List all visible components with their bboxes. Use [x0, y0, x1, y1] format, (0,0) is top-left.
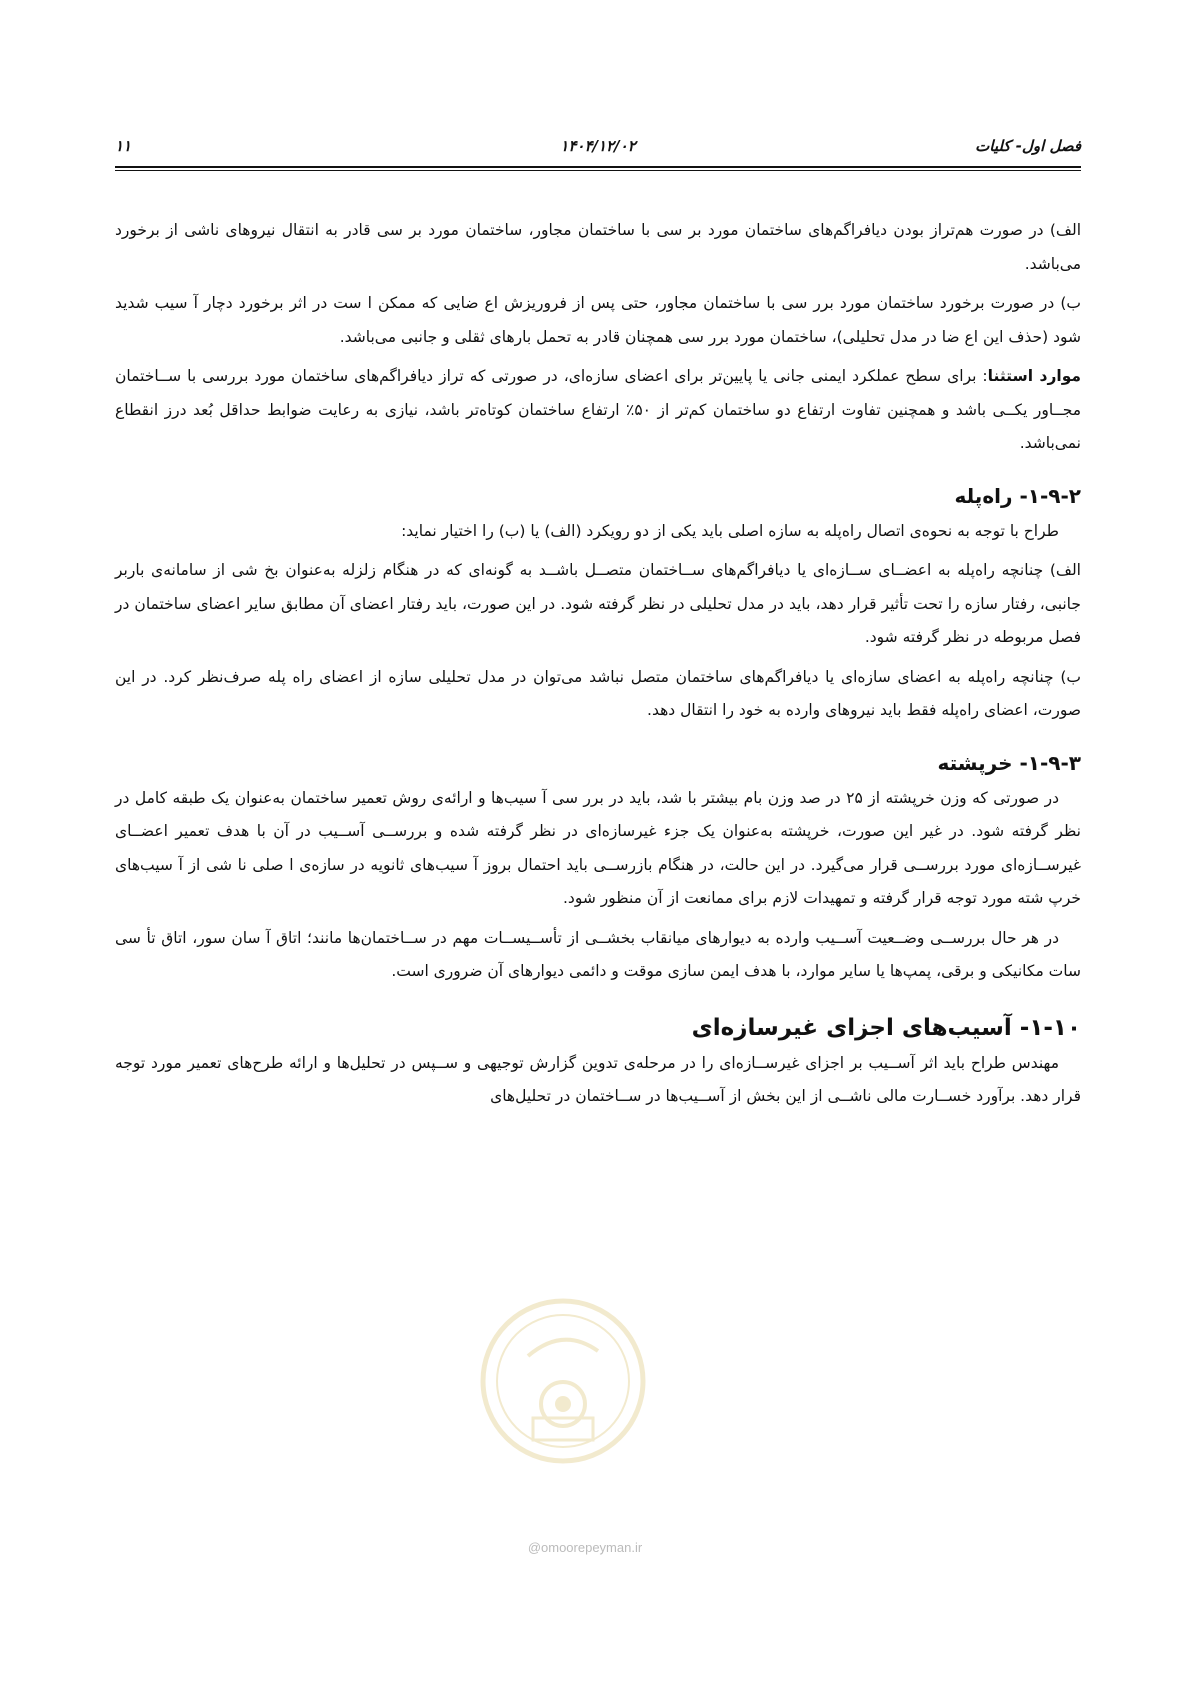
chapter-title: فصل اول- کلیات — [975, 137, 1081, 155]
roof-paragraph-2: در هر حال بررســی وضــعیت آســیب وارده به دیوارهای میانقاب بخشــی از تأســیســات مهم در ســاختمان‌ها مانند؛ اتاق آ سان سور، اتاق تأ سی سات مکانیکی و برقی، پمپ‌ها یا سایر موارد، با هدف ایمن سازی موقت و دائمی دیوارهای آن ضروری است. — [115, 928, 1081, 980]
paragraph-alef: الف) در صورت هم‌تراز بودن دیافراگم‌های ساختمان مورد بر سی با ساختمان مجاور، ساختمان مورد بر سی قادر به انتقال نیروهای ناشی از برخورد می‌باشد. — [115, 221, 1081, 273]
stairs-paragraph-be: ب) چنانچه راه‌پله به اعضای سازه‌ای یا دیافراگم‌های ساختمان متصل نباشد می‌توان در مدل تحلیلی سازه از اعضای راه پله صرف‌نظر کرد. در این صورت، اعضای راه‌پله فقط باید نیروهای وارده به خود را انتقال دهد. — [115, 667, 1081, 719]
header-date: ۱۴۰۴/۱۲/۰۲ — [560, 137, 636, 155]
roof-paragraph-1: در صورتی که وزن خرپشته از ۲۵ در صد وزن بام بیشتر با شد، باید در برر سی آ سیب‌ها و ارائه‌ی روش تعمیر ساختمان به‌عنوان یک طبقه کامل در نظر گرفته شود. در غیر این صورت، خرپشته به‌عنوان یک جزء غیرسازه‌ای در نظر گرفته شده و بررســی آســیب در آن با هدف تعمیر اعضــای غیرســازه‌ای مورد بررســی قرار می‌گیرد. در این حالت، در هنگام بازرســی باید احتمال بروز آ سیب‌های ثانویه در سازه‌ی ا صلی نا شی از آ سیب‌های خرپ شته مورد توجه قرار گرفته و تمهیدات لازم برای ممانعت از آن منظور شود. — [115, 788, 1081, 907]
header-rule-thick — [115, 166, 1081, 168]
document-body — [115, 214, 1081, 1120]
watermark-text: @omoorepeyman.ir — [527, 1540, 643, 1555]
exception-paragraph — [115, 360, 1081, 461]
section-heading-roof: ۱-۹-۳- خرپشته — [937, 750, 1081, 775]
header-rule-thin — [115, 170, 1081, 171]
section-heading-nonstructural: ۱-۱۰- آسیب‌های اجزای غیرسازه‌ای — [691, 1014, 1081, 1041]
section-heading-stairs: ۱-۹-۲- راه‌پله — [954, 483, 1081, 508]
watermark-seal-icon — [478, 1296, 648, 1466]
stairs-paragraph-alef: الف) چنانچه راه‌پله به اعضــای ســازه‌ای یا دیافراگم‌های ســاختمان متصــل باشــد به گونه‌ای که در هنگام زلزله به‌عنوان بخ شی از سامانه‌ی باربر جانبی، رفتار سازه را تحت تأثیر قرار دهد، باید در مدل تحلیلی در نظر گرفته شود. در این صورت، باید رفتار اعضای آن مطابق سایر اعضای ساختمان در فصل مربوطه در نظر گرفته شود. — [115, 561, 1081, 646]
page-number: ۱۱ — [115, 137, 132, 155]
exception-text: : برای سطح عملکرد ایمنی جانی یا پایین‌تر برای اعضای سازه‌ای، در صورتی که تراز دیافراگم‌های ساختمان مورد بررسی با ســاختمان مجــاور یکــی باشد و همچنین تفاوت ارتفاع دو ساختمان کم‌تر از ۵۰٪ ارتفاع ساختمان کوتاه‌تر باشد، نیازی به رعایت ضوابط حداقل بُعد درز انقطاع نمی‌باشد. — [115, 367, 1081, 452]
stairs-paragraph-intro: طراح با توجه به نحوه‌ی اتصال راه‌پله به سازه اصلی باید یکی از دو رویکرد (الف) یا (ب) را اختیار نماید: — [401, 521, 1059, 540]
paragraph-be: ب) در صورت برخورد ساختمان مورد برر سی با ساختمان مجاور، حتی پس از فروریزش اع ضایی که ممکن ا ست در اثر برخورد دچار آ سیب شدید شود (حذف این اع ضا در مدل تحلیلی)، ساختمان مورد برر سی همچنان قادر به تحمل بارهای ثقلی و جانبی می‌باشد. — [115, 294, 1081, 346]
nonstructural-paragraph-1: مهندس طراح باید اثر آســیب بر اجزای غیرســازه‌ای را در مرحله‌ی تدوین گزارش توجیهی و ســپس در تحلیل‌ها و ارائه طرح‌های تعمیر مورد توجه قرار دهد. برآورد خســارت مالی ناشــی از این بخش از آســیب‌ها در ســاختمان در تحلیل‌های — [115, 1053, 1081, 1105]
page-header — [115, 130, 1081, 162]
exception-label: موارد استثنا — [987, 367, 1082, 385]
